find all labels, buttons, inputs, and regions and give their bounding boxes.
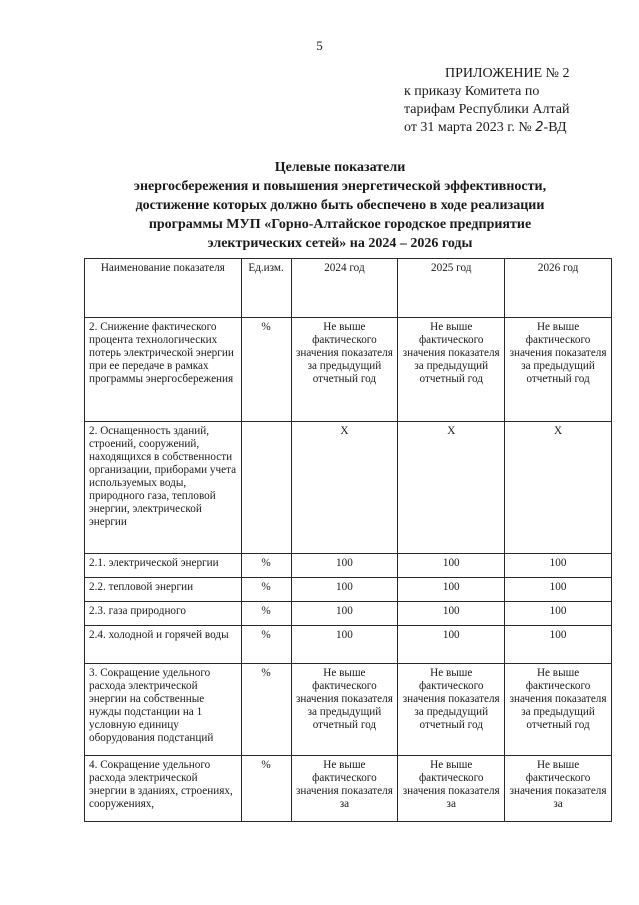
title-line-4: программы МУП «Горно-Алтайское городское предприятие [148, 217, 532, 232]
table-row [85, 318, 612, 422]
row-indicator: 2.3. газа природного [85, 602, 242, 626]
row-value-2026: 100 [505, 554, 612, 578]
row-unit: % [241, 602, 291, 626]
row-value-2024: 100 [291, 626, 398, 664]
row-value-2024: Не выше фактического значения показателя за [291, 756, 398, 822]
row-indicator: 2.4. холодной и горячей воды [85, 626, 242, 664]
header-2025: 2025 год [398, 259, 505, 318]
row-value-2025: 100 [398, 554, 505, 578]
table-row [85, 422, 612, 554]
row-indicator: 2. Оснащенность зданий, строений, сооружений, находящихся в собственности организации, приборами учета используемых воды, природного газа, тепловой энергии, электрической энергии [85, 422, 242, 554]
row-unit: % [241, 664, 291, 756]
row-value-2026: Не выше фактического значения показателя за предыдущий отчетный год [505, 664, 612, 756]
row-indicator: 3. Сокращение удельного расхода электрической энергии на собственные нужды подстанции на 1 условную единицу оборудования подстанций [85, 664, 242, 756]
row-value-2026: 100 [505, 578, 612, 602]
table-row [85, 756, 612, 822]
header-2024: 2024 год [291, 259, 398, 318]
row-unit: % [241, 626, 291, 664]
header-2026: 2026 год [505, 259, 612, 318]
table-row [85, 626, 612, 664]
row-value-2026: X [505, 422, 612, 554]
row-value-2025: Не выше фактического значения показателя за [398, 756, 505, 822]
row-indicator: 4. Сокращение удельного расхода электрической энергии в зданиях, строениях, сооружениях, [85, 756, 242, 822]
row-value-2025: Не выше фактического значения показателя за предыдущий отчетный год [398, 664, 505, 756]
row-value-2026: 100 [505, 626, 612, 664]
row-unit: % [241, 554, 291, 578]
row-indicator: 2.2. тепловой энергии [85, 578, 242, 602]
row-value-2024: X [291, 422, 398, 554]
row-value-2024: Не выше фактического значения показателя за предыдущий отчетный год [291, 318, 398, 422]
page-number: 5 [316, 38, 323, 53]
row-value-2025: 100 [398, 626, 505, 664]
header-indicator: Наименование показателя [85, 259, 242, 318]
order-number-handwritten: 2 [535, 120, 544, 135]
row-unit [241, 422, 291, 554]
title-line-5: электрических сетей» на 2024 – 2026 годы [207, 236, 473, 251]
row-unit: % [241, 756, 291, 822]
table-row [85, 554, 612, 578]
document-title [80, 158, 600, 253]
appendix-date: от 31 марта 2023 г. № [404, 120, 532, 135]
row-unit: % [241, 318, 291, 422]
title-line-2: энергосбережения и повышения энергетической эффективности, [133, 179, 547, 194]
row-value-2024: Не выше фактического значения показателя за предыдущий отчетный год [291, 664, 398, 756]
appendix-line-1: к приказу Комитета по [404, 84, 540, 99]
table-header-row [85, 259, 612, 318]
row-value-2025: 100 [398, 578, 505, 602]
header-unit: Ед.изм. [241, 259, 291, 318]
appendix-block [404, 65, 570, 137]
title-line-1: Целевые показатели [274, 160, 406, 175]
appendix-title: ПРИЛОЖЕНИЕ № 2 [445, 66, 570, 81]
table-row [85, 664, 612, 756]
row-value-2026: 100 [505, 602, 612, 626]
row-value-2024: 100 [291, 602, 398, 626]
appendix-line-2: тарифам Республики Алтай [404, 102, 570, 117]
row-unit: % [241, 578, 291, 602]
order-suffix: -ВД [543, 120, 567, 135]
appendix-line-3 [404, 119, 570, 137]
table-row [85, 578, 612, 602]
row-value-2025: X [398, 422, 505, 554]
row-value-2026: Не выше фактического значения показателя за предыдущий отчетный год [505, 318, 612, 422]
row-value-2024: 100 [291, 578, 398, 602]
row-value-2026: Не выше фактического значения показателя за [505, 756, 612, 822]
row-value-2025: 100 [398, 602, 505, 626]
row-indicator: 2.1. электрической энергии [85, 554, 242, 578]
row-value-2025: Не выше фактического значения показателя за предыдущий отчетный год [398, 318, 505, 422]
title-line-3: достижение которых должно быть обеспечено в ходе реализации [135, 198, 545, 213]
table-row [85, 602, 612, 626]
row-indicator: 2. Снижение фактического процента технологических потерь электрической энергии при ее передаче в рамках программы энергосбережения [85, 318, 242, 422]
row-value-2024: 100 [291, 554, 398, 578]
targets-table [84, 258, 612, 822]
